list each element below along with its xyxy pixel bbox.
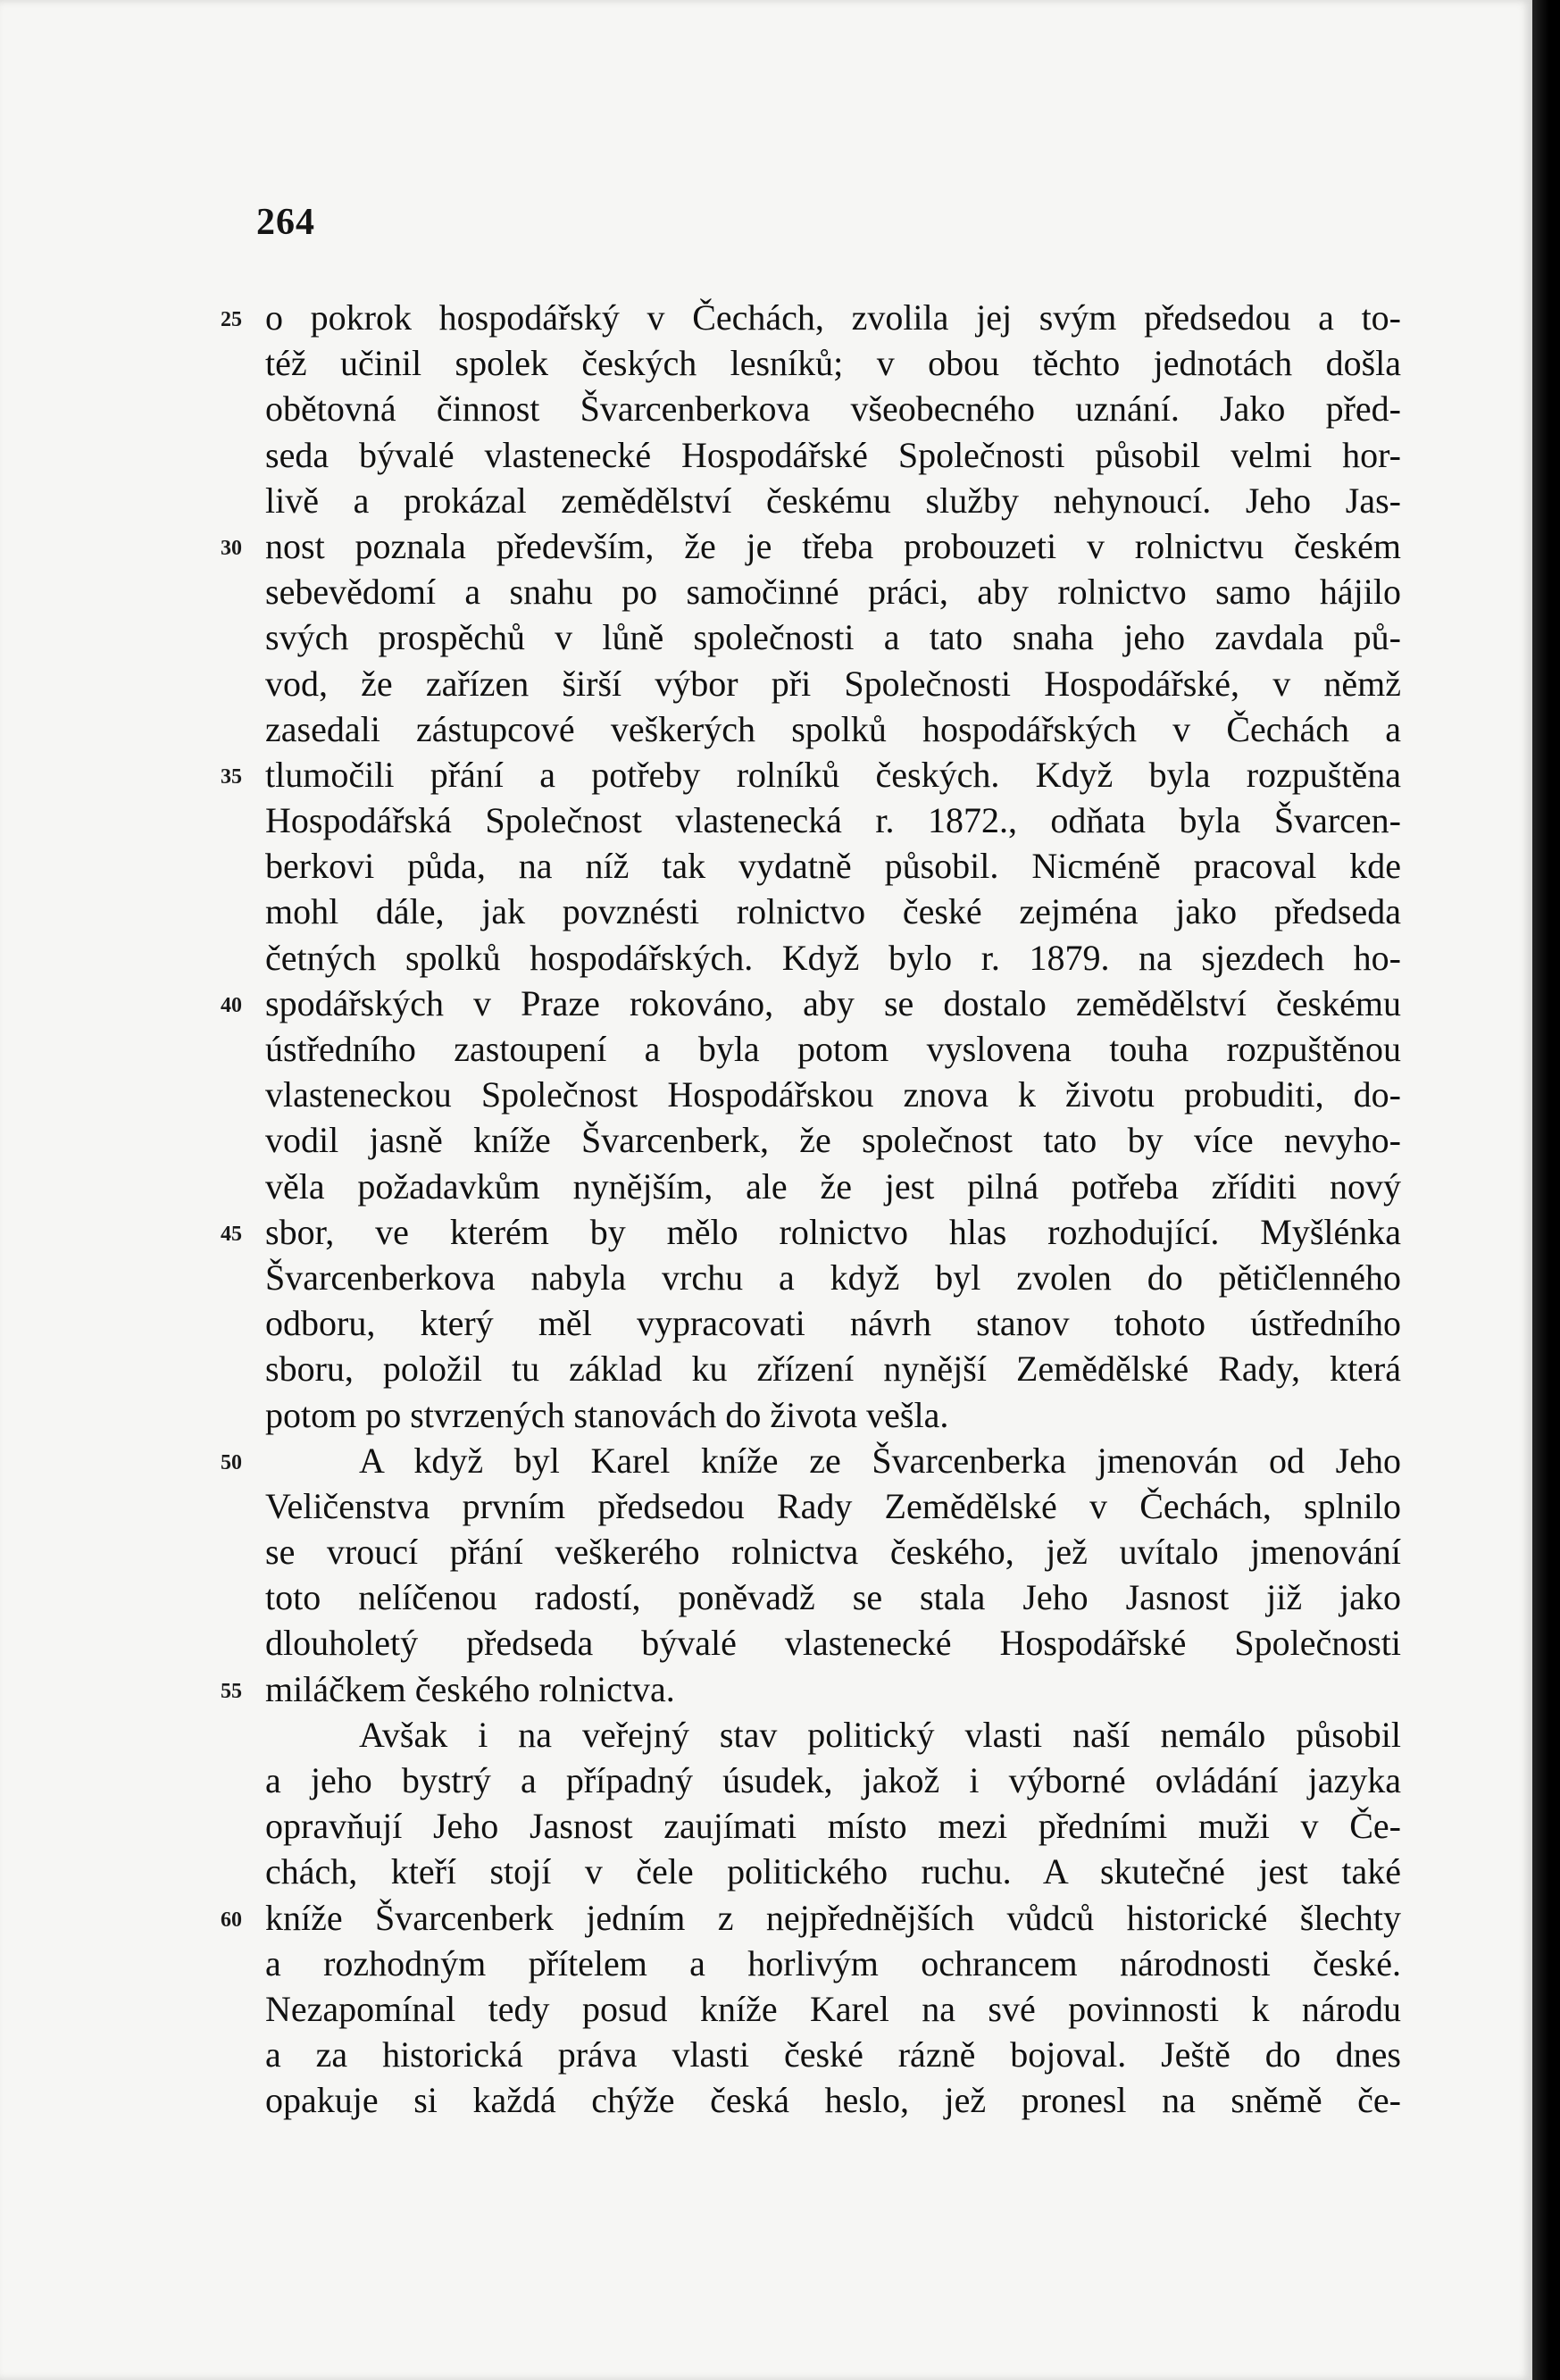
text-line: 30 nost poznala především, že je třeba probouzeti v rolnictvu českém: [265, 523, 1401, 569]
text-line: dlouholetý předseda bývalé vlastenecké Hospodářské Společnosti: [265, 1623, 1401, 1664]
text-line: se vroucí přání veškerého rolnictva českého, jež uvítalo jmenování: [265, 1532, 1401, 1573]
line-number: 35: [221, 764, 242, 789]
line-number: 45: [221, 1222, 242, 1246]
text-line: též učinil spolek českých lesníků; v obou těchto jednotách došla: [265, 343, 1401, 384]
line-number: 50: [221, 1450, 242, 1474]
text-line: opravňují Jeho Jasnost zaujímati místo mezi předními muži v Če-: [265, 1806, 1401, 1847]
text-line: 50 A když byl Karel kníže ze Švarcenberka jmenován od Jeho: [265, 1438, 1401, 1483]
text-line: vod, že zařízen širší výbor při Společnosti Hospodářské, v němž: [265, 663, 1401, 704]
text-line: Avšak i na veřejný stav politický vlasti naší nemálo působil: [359, 1714, 1401, 1755]
text-line: 40 spodářských v Praze rokováno, aby se dostalo zemědělství českému: [265, 981, 1401, 1026]
text-line: četných spolků hospodářských. Když bylo r. 1879. na sjezdech ho-: [265, 937, 1401, 978]
text-line: sboru, položil tu základ ku zřízení nynější Zemědělské Rady, která: [265, 1349, 1401, 1390]
text-line: opakuje si každá chýže česká heslo, jež pronesl na sněmě če-: [265, 2080, 1401, 2121]
text-line: livě a prokázal zemědělství českému služby nehynoucí. Jeho Jas-: [265, 480, 1401, 521]
text-line: ústředního zastoupení a byla potom vyslovena touha rozpuštěnou: [265, 1029, 1401, 1069]
text-line: vlasteneckou Společnost Hospodářskou znova k životu probuditi, do-: [265, 1074, 1401, 1115]
text-line: 45 sbor, ve kterém by mělo rolnictvo hlas rozhodující. Myšlénka: [265, 1209, 1401, 1255]
text-line: a za historická práva vlasti české rázně bojoval. Ještě do dnes: [265, 2034, 1401, 2075]
line-number: 30: [221, 536, 242, 560]
text-line: a jeho bystrý a případný úsudek, jakož i výborné ovládání jazyka: [265, 1760, 1401, 1800]
text-line: věla požadavkům nynějším, ale že jest pilná potřeba zříditi nový: [265, 1165, 1401, 1207]
text-line: berkovi půda, na níž tak vydatně působil. Nicméně pracoval kde: [265, 846, 1401, 887]
text-line: svých prospěchů v lůně společnosti a tato snaha jeho zavdala pů-: [265, 617, 1401, 658]
line-number: 60: [221, 1908, 242, 1932]
text-line: 35 tlumočili přání a potřeby rolníků českých. Když byla rozpuštěna: [265, 752, 1401, 798]
text-line: Veličenstva prvním předsedou Rady Zemědělské v Čechách, splnilo: [265, 1485, 1401, 1526]
page-number: 264: [256, 202, 315, 243]
text-line: odboru, který měl vypracovati návrh stanov tohoto ústředního: [265, 1303, 1401, 1344]
text-line: obětovná činnost Švarcenberkova všeobecného uznání. Jako před-: [265, 388, 1401, 430]
text-line: seda bývalé vlastenecké Hospodářské Společnosti působil velmi hor-: [265, 434, 1401, 475]
body-text: [221, 295, 1401, 2124]
text-line: 55 miláčkem českého rolnictva.: [265, 1666, 1401, 1712]
text-line: mohl dále, jak povznésti rolnictvo české zejména jako předseda: [265, 891, 1401, 932]
text-line: zasedali zástupcové veškerých spolků hospodářských v Čechách a: [265, 708, 1401, 749]
text-line: Hospodářská Společnost vlastenecká r. 1872., odňata byla Švarcen-: [265, 800, 1401, 841]
text-line: 25 o pokrok hospodářský v Čechách, zvolila jej svým předsedou a to-: [265, 295, 1401, 340]
text-line: toto nelíčenou radostí, poněvadž se stala Jeho Jasnost již jako: [265, 1577, 1401, 1618]
text-line: Nezapomínal tedy posud kníže Karel na své povinnosti k národu: [265, 1988, 1401, 2029]
text-line: 60 kníže Švarcenberk jedním z nejpřednějších vůdců historické šlechty: [265, 1895, 1401, 1941]
text-line: sebevědomí a snahu po samočinné práci, aby rolnictvo samo hájilo: [265, 572, 1401, 613]
line-number: 55: [221, 1679, 242, 1703]
text-line: chách, kteří stojí v čele politického ruchu. A skutečné jest také: [265, 1851, 1401, 1892]
text-line: Švarcenberkova nabyla vrchu a když byl zvolen do pětičlenného: [265, 1257, 1401, 1298]
scan-border: [1532, 0, 1560, 2380]
text-line: a rozhodným přítelem a horlivým ochrancem národnosti české.: [265, 1942, 1401, 1983]
text-line: vodil jasně kníže Švarcenberk, že společnost tato by více nevyho-: [265, 1120, 1401, 1161]
text-line: potom po stvrzených stanovách do života vešla.: [265, 1394, 949, 1435]
line-number: 40: [221, 993, 242, 1017]
line-number: 25: [221, 308, 242, 331]
